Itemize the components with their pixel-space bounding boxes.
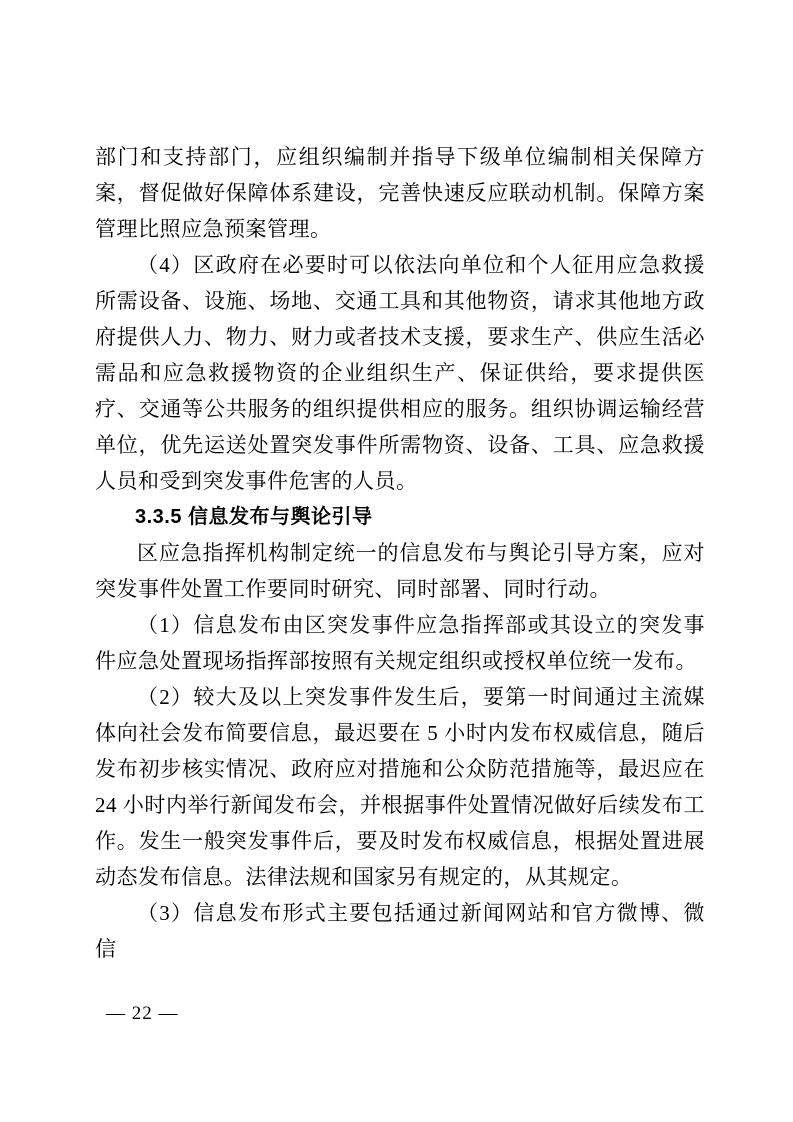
paragraph-item-1: （1）信息发布由区突发事件应急指挥部或其设立的突发事件应急处置现场指挥部按照有关规定组织或授权单位统一发布。 [95,613,705,673]
paragraph-intro: 区应急指挥机构制定统一的信息发布与舆论引导方案，应对突发事件处置工作要同时研究、同时部署、同时行动。 [95,541,705,601]
paragraph-continuation: 部门和支持部门，应组织编制并指导下级单位编制相关保障方案，督促做好保障体系建设，完善快速反应联动机制。保障方案管理比照应急预案管理。 [95,145,705,241]
page-number: — 22 — [106,1003,179,1024]
document-content [95,139,705,967]
section-heading-3-3-5: 3.3.5 信息发布与舆论引导 [135,506,373,528]
paragraph-item-3: （3）信息发布形式主要包括通过新闻网站和官方微博、微信 [95,901,705,961]
paragraph-item-4: （4）区政府在必要时可以依法向单位和个人征用应急救援所需设备、设施、场地、交通工具和其他物资，请求其他地方政府提供人力、物力、财力或者技术支援，要求生产、供应生活必需品和应急救援物资的企业组织生产、保证供给，要求提供医疗、交通等公共服务的组织提供相应的服务。组织协调运输经营单位，优先运送处置突发事件所需物资、设备、工具、应急救援人员和受到突发事件危害的人员。 [95,253,705,493]
paragraph-item-2: （2）较大及以上突发事件发生后，要第一时间通过主流媒体向社会发布简要信息，最迟要在 5 小时内发布权威信息，随后发布初步核实情况、政府应对措施和公众防范措施等，最迟应在 24 小时内举行新闻发布会，并根据事件处置情况做好后续发布工作。发生一般突发事件后，要及时发布权威信息，根据处置进展动态发布信息。法律法规和国家另有规定的，从其规定。 [95,685,705,889]
